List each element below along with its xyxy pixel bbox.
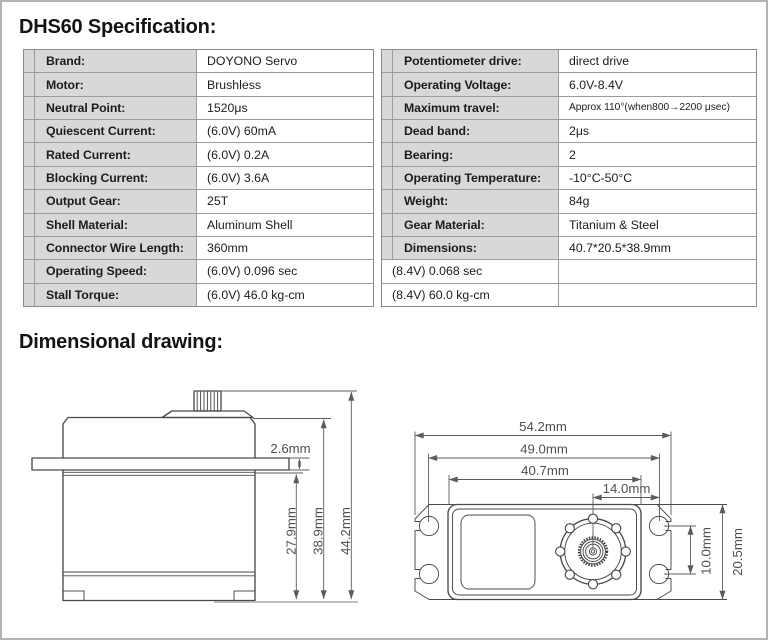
spline-hatching (197, 392, 217, 411)
case-inner (453, 509, 637, 595)
spec-row (24, 284, 373, 306)
spec-value: Aluminum Shell (197, 214, 373, 236)
spec-value: 1520μs (197, 97, 373, 119)
case-seam-lines (63, 472, 255, 576)
spec-label: Dead band: (393, 120, 559, 142)
spec-label: Output Gear: (35, 190, 197, 212)
spec-value: 40.7*20.5*38.9mm (559, 237, 756, 259)
spec-label: Gear Material: (393, 214, 559, 236)
spec-row (24, 50, 373, 73)
spec-label: Quiescent Current: (35, 120, 197, 142)
right-mount-tab (649, 505, 671, 600)
spec-row (24, 237, 373, 260)
dim-label-hole-spacing-x: 49.0mm (520, 441, 568, 457)
front-dimensions-top (415, 419, 671, 548)
spec-value (559, 284, 756, 306)
spec-label: Motor: (35, 73, 197, 95)
spacer-cell (24, 50, 35, 72)
spec-label: Rated Current: (35, 143, 197, 165)
spec-row (24, 73, 373, 96)
spec-value: Brushless (197, 73, 373, 95)
spec-row (382, 143, 756, 166)
spec-row (382, 260, 756, 283)
mount-hole (419, 564, 438, 583)
spec-row (382, 97, 756, 120)
spacer-cell (24, 237, 35, 259)
spec-value: Approx 110°(when800→2200 μsec) (559, 97, 756, 119)
top-cap (162, 411, 253, 418)
dim-label-body-depth: 20.5mm (730, 528, 745, 576)
spec-value: (8.4V) 60.0 kg-cm (382, 284, 559, 306)
spec-label: Blocking Current: (35, 167, 197, 189)
spacer-cell (24, 143, 35, 165)
spec-value: 360mm (197, 237, 373, 259)
spec-value: (6.0V) 60mA (197, 120, 373, 142)
spacer-cell (382, 214, 393, 236)
spacer-cell (24, 260, 35, 282)
label-window (461, 515, 535, 589)
spec-value: (6.0V) 0.2A (197, 143, 373, 165)
spacer-cell (382, 237, 393, 259)
spec-row (382, 284, 756, 306)
spacer-cell (24, 120, 35, 142)
spec-row (382, 120, 756, 143)
spec-row (382, 237, 756, 260)
servo-side-outline (32, 391, 289, 601)
spec-row (382, 73, 756, 96)
left-mount-tab (415, 505, 439, 600)
spec-row (24, 260, 373, 283)
spec-value: 2μs (559, 120, 756, 142)
servo-front-view-drawing (402, 419, 758, 615)
spec-value: (6.0V) 46.0 kg-cm (197, 284, 373, 306)
dim-label-case-height: 27.9mm (283, 507, 299, 555)
spacer-cell (382, 190, 393, 212)
dim-label-flange-thickness: 2.6mm (270, 441, 311, 456)
spec-value: 25T (197, 190, 373, 212)
spacer-cell (24, 214, 35, 236)
spacer-cell (24, 97, 35, 119)
spec-label: Connector Wire Length: (35, 237, 197, 259)
spec-table-right (381, 49, 757, 307)
spec-value: (8.4V) 0.068 sec (382, 260, 559, 282)
spec-value: (6.0V) 3.6A (197, 167, 373, 189)
spec-row (382, 214, 756, 237)
dim-label-body-width: 40.7mm (521, 463, 569, 478)
spec-row (24, 214, 373, 237)
spacer-cell (24, 73, 35, 95)
spec-label: Operating Temperature: (393, 167, 559, 189)
spec-label: Maximum travel: (393, 97, 559, 119)
spec-label: Potentiometer drive: (393, 50, 559, 72)
spec-row (382, 167, 756, 190)
case-outer (448, 505, 641, 600)
dim-label-overall-width: 54.2mm (519, 419, 567, 434)
mount-hole (419, 516, 438, 535)
spec-value: 2 (559, 143, 756, 165)
spec-row (24, 143, 373, 166)
spec-value (559, 260, 756, 282)
spec-label: Neutral Point: (35, 97, 197, 119)
left-foot (63, 591, 84, 601)
front-dimensions-right (664, 505, 745, 600)
spec-label: Bearing: (393, 143, 559, 165)
spec-row (382, 190, 756, 213)
spacer-cell (24, 167, 35, 189)
flange-lines (63, 458, 255, 470)
side-dimensions (214, 391, 358, 602)
spec-label: Operating Voltage: (393, 73, 559, 95)
spec-label: Stall Torque: (35, 284, 197, 306)
spec-label: Shell Material: (35, 214, 197, 236)
servo-front-outline (415, 505, 727, 600)
spec-label: Dimensions: (393, 237, 559, 259)
spacer-cell (382, 143, 393, 165)
spacer-cell (24, 190, 35, 212)
spec-value: direct drive (559, 50, 756, 72)
spec-label: Weight: (393, 190, 559, 212)
spacer-cell (382, 167, 393, 189)
spacer-cell (382, 97, 393, 119)
spec-row (24, 97, 373, 120)
spacer-cell (382, 73, 393, 95)
spec-row (24, 190, 373, 213)
dim-label-body-height: 38.9mm (310, 507, 326, 555)
spec-row (382, 50, 756, 73)
spec-value: Titanium & Steel (559, 214, 756, 236)
spacer-cell (382, 120, 393, 142)
spec-title: DHS60 Specification: (19, 16, 217, 38)
spec-label: Operating Speed: (35, 260, 197, 282)
spec-value: 84g (559, 190, 756, 212)
servo-side-view-drawing (22, 382, 367, 610)
dim-label-hole-spacing-y: 10.0mm (698, 527, 714, 575)
dim-label-total-height: 44.2mm (338, 507, 353, 555)
spec-value: -10°C-50°C (559, 167, 756, 189)
spacer-cell (24, 284, 35, 306)
servo-body-outline (32, 418, 289, 601)
spec-value: DOYONO Servo (197, 50, 373, 72)
dim-label-shaft-to-hole: 14.0mm (602, 481, 651, 496)
spacer-cell (382, 50, 393, 72)
spec-value: 6.0V-8.4V (559, 73, 756, 95)
spec-row (24, 120, 373, 143)
spec-row (24, 167, 373, 190)
right-foot (234, 591, 255, 601)
spec-label: Brand: (35, 50, 197, 72)
spec-value: (6.0V) 0.096 sec (197, 260, 373, 282)
spec-table-left (23, 49, 374, 307)
drawing-title: Dimensional drawing: (19, 331, 223, 353)
